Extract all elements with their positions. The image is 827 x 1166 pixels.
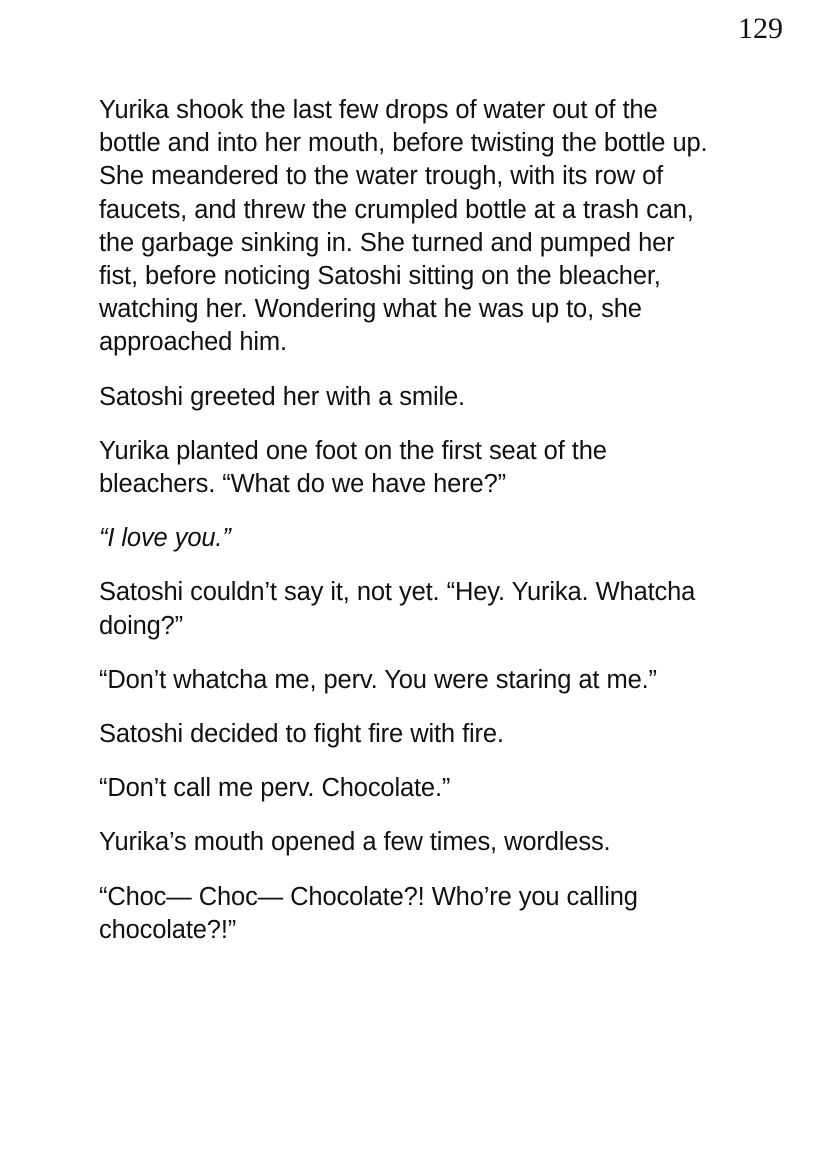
paragraph: “Don’t whatcha me, perv. You were staring at me.” <box>99 665 657 694</box>
paragraph: Satoshi couldn’t say it, not yet. “Hey. Yurika. Whatcha doing?” <box>99 578 696 640</box>
page-number: 129 <box>738 12 783 45</box>
page-body-text <box>99 94 711 947</box>
paragraph: Yurika’s mouth opened a few times, wordless. <box>99 828 611 857</box>
paragraph: “Don’t call me perv. Chocolate.” <box>99 774 451 803</box>
paragraph: “Choc— Choc— Chocolate?! Who’re you calling chocolate?!” <box>99 882 638 944</box>
paragraph-italic-dialogue <box>99 522 711 555</box>
paragraph: Satoshi greeted her with a smile. <box>99 382 465 411</box>
paragraph: Satoshi decided to fight fire with fire. <box>99 720 504 749</box>
paragraph: Yurika planted one foot on the first seat of the bleachers. “What do we have here?” <box>99 436 607 499</box>
paragraph: Yurika shook the last few drops of water out of the bottle and into her mouth, before twisting the bottle up. She meandered to the water trough, with its row of faucets, and threw the crumpled bottle at a trash can, the garbage sinking in. She turned and pumped her fist, before noticing Satoshi sitting on the bleacher, watching her. Wondering what he was up to, she approached him. <box>99 96 708 357</box>
italic-dialogue-text: “I love you.” <box>99 524 231 553</box>
